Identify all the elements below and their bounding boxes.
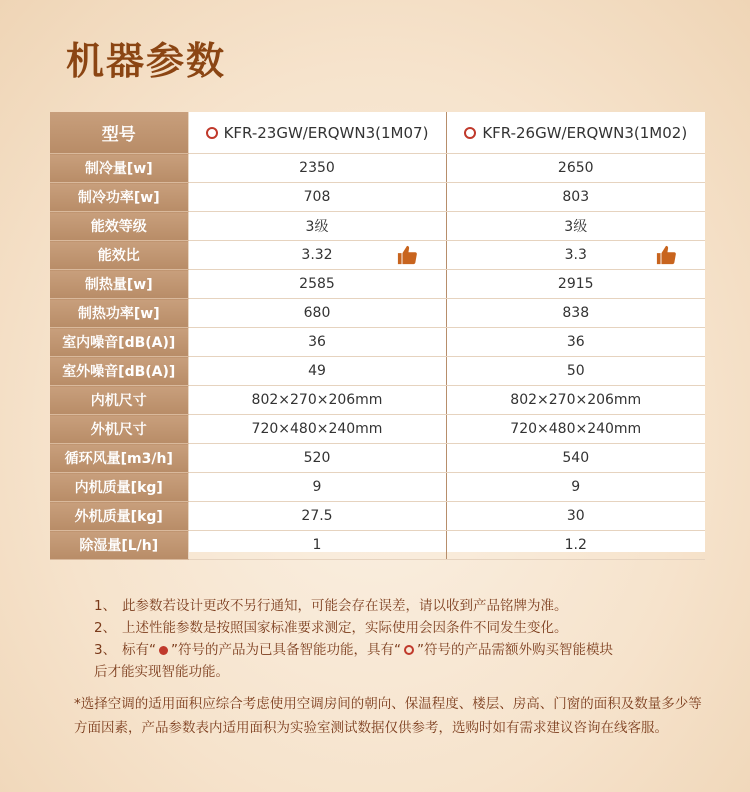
value-text: 720×480×240mm	[251, 421, 383, 437]
table-row	[50, 444, 705, 473]
table-row	[50, 241, 705, 270]
row-label: 制冷功率[w]	[50, 183, 188, 212]
model-1-value	[188, 212, 446, 241]
table-row	[50, 415, 705, 444]
thumbs-up-icon	[396, 245, 418, 265]
value-text: 3.3	[564, 247, 587, 263]
table-row	[50, 154, 705, 183]
model-2-value	[446, 154, 705, 183]
note-number: 3、	[94, 642, 117, 658]
disclaimer: *选择空调的适用面积应综合考虑使用空调房间的朝向、保温程度、楼层、房高、门窗的面积及数量多少等方面因素，产品参数表内适用面积为实验室测试数据仅供参考，选购时如有需求建议咨询在线客服。	[74, 696, 702, 736]
hollow-dot-icon	[404, 645, 414, 655]
value-text: 9	[571, 479, 581, 495]
page-title: 机器参数	[66, 39, 227, 83]
model-2-value	[446, 444, 705, 473]
value-text: 3级	[305, 219, 329, 235]
row-label: 制热量[w]	[50, 270, 188, 299]
value-text: 2350	[299, 160, 335, 176]
model-2-value	[446, 473, 705, 502]
row-label: 外机质量[kg]	[50, 502, 188, 531]
table-row	[50, 299, 705, 328]
model-2-value	[446, 212, 705, 241]
row-label: 能效等级	[50, 212, 188, 241]
value-text: 802×270×206mm	[510, 392, 642, 408]
row-label: 能效比	[50, 241, 188, 270]
model-1-value	[188, 444, 446, 473]
model-1-value	[188, 415, 446, 444]
value-text: 708	[303, 189, 331, 205]
note-3	[94, 639, 714, 661]
model-2-name: KFR-26GW/ERQWN3(1M02)	[482, 123, 688, 142]
value-text: 1	[312, 537, 322, 553]
value-text: 9	[312, 479, 322, 495]
table-row	[50, 357, 705, 386]
note-text: 标有“	[122, 642, 156, 658]
value-text: 540	[562, 450, 590, 466]
spec-table	[50, 112, 705, 560]
value-text: 2585	[299, 276, 335, 292]
model-2-value	[446, 415, 705, 444]
row-label: 室外噪音[dB(A)]	[50, 357, 188, 386]
model-2-cell	[446, 112, 705, 154]
model-2-value	[446, 531, 705, 560]
model-1-value	[188, 531, 446, 560]
row-label: 内机质量[kg]	[50, 473, 188, 502]
value-text: 36	[308, 334, 326, 350]
hollow-circle-icon	[206, 127, 218, 139]
table-header-row	[50, 112, 705, 154]
row-label: 内机尺寸	[50, 386, 188, 415]
model-1-value	[188, 357, 446, 386]
value-text: 30	[566, 508, 585, 524]
model-1-value	[188, 183, 446, 212]
model-1-value	[188, 502, 446, 531]
model-2-value	[446, 299, 705, 328]
value-text: 1.2	[564, 537, 587, 553]
model-1-value	[188, 328, 446, 357]
value-text: 49	[308, 363, 326, 379]
value-text: 803	[562, 189, 590, 205]
note-number: 1、	[94, 598, 117, 614]
model-1-value	[188, 241, 446, 270]
table-row	[50, 473, 705, 502]
row-label: 外机尺寸	[50, 415, 188, 444]
value-text: 680	[303, 305, 331, 321]
model-1-name: KFR-23GW/ERQWN3(1M07)	[223, 123, 429, 142]
row-label: 室内噪音[dB(A)]	[50, 328, 188, 357]
table-row	[50, 531, 705, 560]
value-text: 838	[562, 305, 590, 321]
note-number: 2、	[94, 620, 117, 636]
row-label: 除湿量[L/h]	[50, 531, 188, 560]
model-1-value	[188, 154, 446, 183]
value-text: 3.32	[301, 247, 333, 263]
model-1-value	[188, 270, 446, 299]
value-text: 2650	[557, 160, 594, 176]
table-row	[50, 270, 705, 299]
hollow-circle-icon	[464, 127, 476, 139]
model-2-value	[446, 183, 705, 212]
row-label: 制冷量[w]	[50, 154, 188, 183]
table-row	[50, 183, 705, 212]
model-2-value	[446, 357, 705, 386]
value-text: 802×270×206mm	[251, 392, 383, 408]
note-text: ”符号的产品需额外购买智能模块	[417, 642, 613, 658]
model-2-value	[446, 386, 705, 415]
model-1-value	[188, 386, 446, 415]
note-3-continued: 后才能实现智能功能。	[94, 664, 229, 680]
filled-dot-icon	[159, 646, 168, 655]
table-row	[50, 386, 705, 415]
value-text: 27.5	[301, 508, 333, 524]
model-2-value	[446, 502, 705, 531]
value-text: 2915	[557, 276, 594, 292]
table-row	[50, 328, 705, 357]
model-1-value	[188, 299, 446, 328]
model-1-value	[188, 473, 446, 502]
spec-table-container	[50, 112, 705, 552]
note-1	[94, 595, 714, 617]
note-text: 此参数若设计更改不另行通知，可能会存在误差，请以收到产品铭牌为准。	[122, 598, 568, 614]
header-label: 型号	[50, 112, 188, 154]
thumbs-up-icon	[655, 245, 677, 265]
model-2-value	[446, 328, 705, 357]
model-1-cell	[188, 112, 446, 154]
model-2-value	[446, 270, 705, 299]
table-row	[50, 502, 705, 531]
table-row	[50, 212, 705, 241]
note-text: 上述性能参数是按照国家标准要求测定，实际使用会因条件不同发生变化。	[122, 620, 568, 636]
model-2-value	[446, 241, 705, 270]
note-text: ”符号的产品为已具备智能功能，具有“	[171, 642, 401, 658]
row-label: 制热功率[w]	[50, 299, 188, 328]
note-2	[94, 617, 714, 639]
value-text: 50	[566, 363, 585, 379]
value-text: 720×480×240mm	[510, 421, 642, 437]
notes-list	[94, 595, 714, 683]
row-label: 循环风量[m3/h]	[50, 444, 188, 473]
value-text: 36	[566, 334, 585, 350]
value-text: 520	[303, 450, 331, 466]
value-text: 3级	[564, 219, 588, 235]
